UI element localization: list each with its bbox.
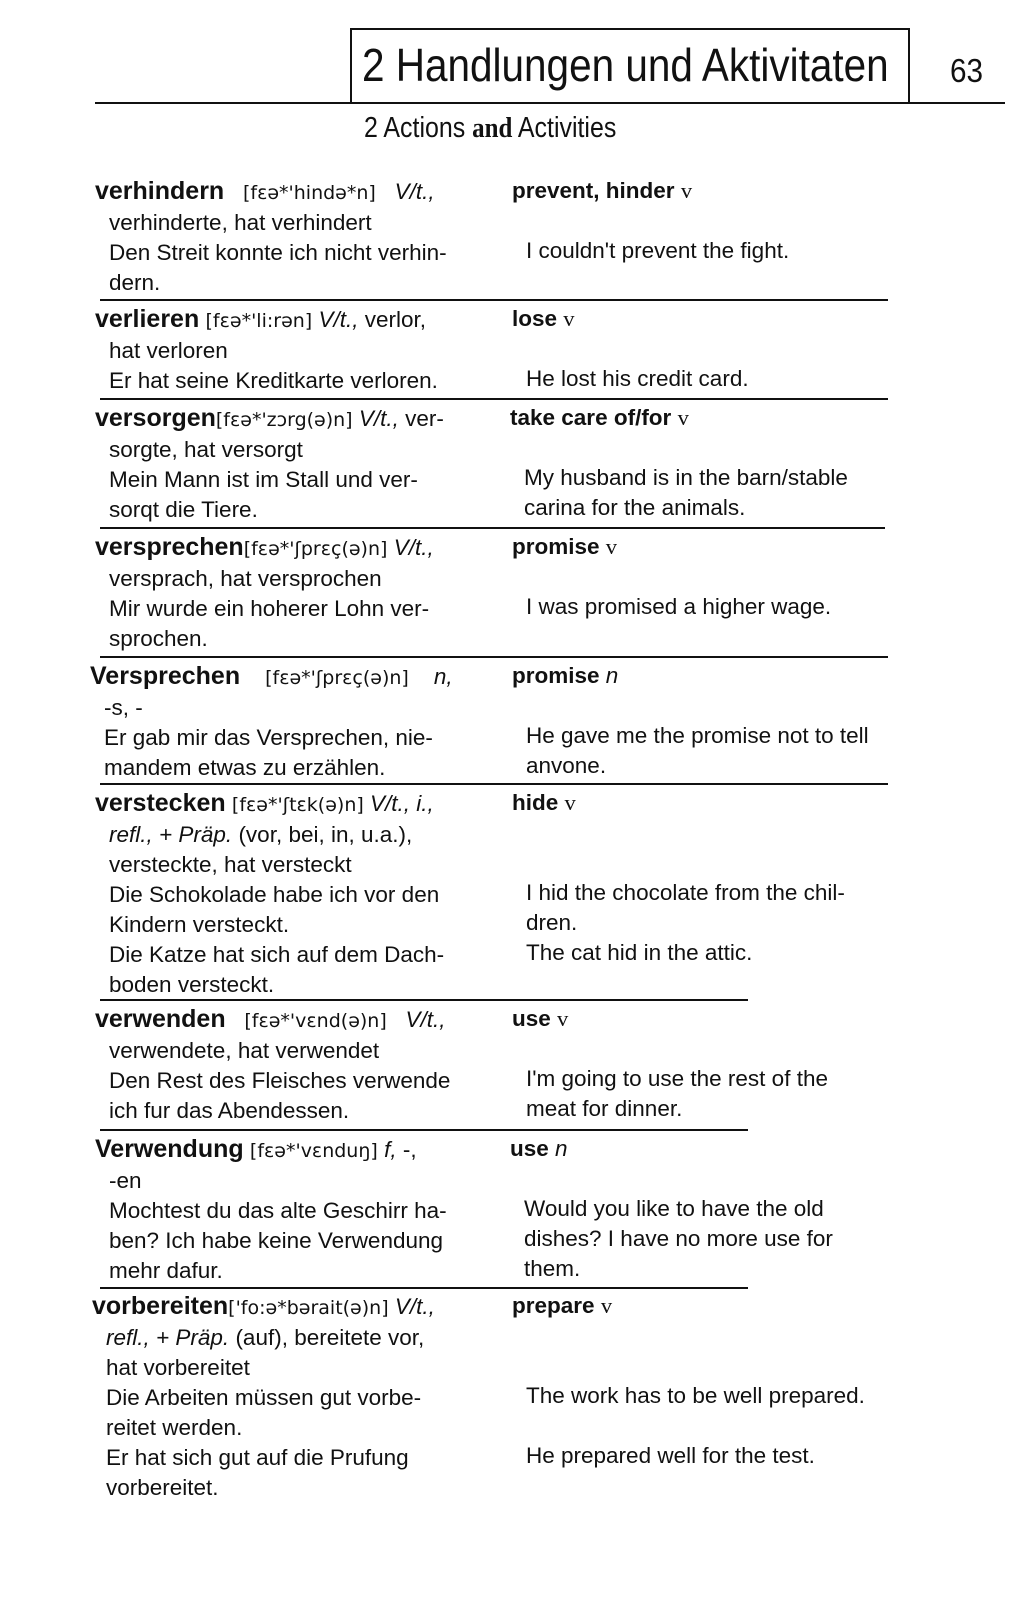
- de-line: sorgte, hat versorgt: [109, 437, 303, 462]
- entry-divider: [100, 299, 888, 301]
- entry-divider: [100, 398, 888, 400]
- pronunciation: [fɛə*'vɛnduŋ]: [249, 1140, 378, 1162]
- part-of-speech: v: [557, 1006, 569, 1031]
- headword: verwenden: [95, 1005, 226, 1033]
- de-line: reitet werden.: [106, 1415, 243, 1440]
- de-line: hat vorbereitet: [106, 1355, 250, 1380]
- en-line: meat for dinner.: [526, 1096, 683, 1121]
- de-line: Mein Mann ist im Stall und ver-: [109, 467, 418, 492]
- entry-german: [95, 176, 485, 298]
- pronunciation: ['fo:ə*bərait(ə)n]: [228, 1297, 389, 1319]
- entry-divider: [100, 999, 748, 1001]
- de-line: Die Arbeiten müssen gut vorbe-: [106, 1385, 422, 1410]
- de-line: vorbereitet.: [106, 1475, 219, 1500]
- entry-english: [510, 403, 900, 523]
- de-line: ben? Ich habe keine Verwendung: [109, 1228, 444, 1253]
- part-of-speech: v: [600, 1293, 613, 1318]
- de-line: Den Rest des Fleisches verwende: [109, 1068, 451, 1093]
- entry-german: Verwendung [fɛə*'vɛnduŋ] f, -, -en Mochtest du das alte Geschirr ha- ben? Ich habe keine Verwendung mehr dafur.: [95, 1134, 485, 1286]
- de-line: versteckte, hat versteckt: [109, 852, 352, 877]
- pronunciation: [fɛə*'hində*n]: [242, 182, 376, 204]
- pronunciation: [fɛə*'ʃprɛç(ə)n]: [243, 538, 388, 560]
- de-line: Die Schokolade habe ich vor den: [109, 882, 440, 907]
- de-line: -en: [109, 1168, 142, 1193]
- grammar-info: V/t.,: [318, 307, 359, 332]
- de-line: Den Streit konnte ich nicht verhin-: [109, 240, 447, 265]
- entry-german: verlieren [fɛə*'li:rən] V/t., verlor, hat verloren Er hat seine Kreditkarte verloren.: [95, 304, 485, 396]
- de-line: boden versteckt.: [109, 972, 275, 997]
- translation: use: [512, 1006, 551, 1031]
- part-of-speech: n: [605, 663, 619, 688]
- de-line: sorqt die Tiere.: [109, 497, 258, 522]
- entry-german: [95, 532, 485, 654]
- en-line: My husband is in the barn/stable: [524, 465, 848, 490]
- entry-divider: [100, 1287, 748, 1289]
- de-line: ich fur das Abendessen.: [109, 1098, 350, 1123]
- entry-english: [512, 788, 902, 968]
- en-line: He prepared well for the test.: [526, 1443, 815, 1468]
- translation: promise: [512, 663, 600, 688]
- grammar-info: f,: [384, 1137, 397, 1162]
- translation: take care of/for: [510, 405, 672, 430]
- pronunciation: [fɛə*'ʃtɛk(ə)n]: [231, 794, 364, 816]
- entry-english: [512, 1291, 902, 1471]
- part-of-speech: v: [564, 790, 576, 815]
- page-number: 63: [950, 52, 984, 89]
- en-line: dren.: [526, 910, 578, 935]
- en-line: I couldn't prevent the fight.: [526, 238, 790, 263]
- pronunciation: [fɛə*'zɔrg(ə)n]: [215, 409, 353, 431]
- header-rule: [95, 102, 1005, 104]
- de-line: verhinderte, hat verhindert: [109, 210, 372, 235]
- en-line: I hid the chocolate from the chil-: [526, 880, 845, 905]
- de-line: sprochen.: [109, 626, 208, 651]
- pronunciation: [fɛə*'vɛnd(ə)n]: [244, 1010, 387, 1032]
- en-line: anvone.: [526, 753, 607, 778]
- grammar-info: V/t.,: [393, 535, 434, 560]
- entry-german: verstecken [fɛə*'ʃtɛk(ə)n] V/t., i., refl., + Präp. (vor, bei, in, u.a.), versteckte, hat versteckt Die Schokolade habe ich vor den Kindern versteckt. Die Katze hat sich auf dem Dach- boden versteckt.: [95, 788, 485, 1000]
- en-line: He gave me the promise not to tell: [526, 723, 869, 748]
- de-line: dern.: [109, 270, 161, 295]
- entry-german: [90, 661, 480, 783]
- part-of-speech: v: [605, 534, 618, 559]
- headword: Versprechen: [90, 662, 241, 690]
- chapter-title: 2 Handlungen und Aktivitaten: [362, 39, 889, 91]
- part-of-speech: n: [555, 1136, 568, 1161]
- headword: Verwendung: [95, 1135, 244, 1163]
- de-line: Er hat seine Kreditkarte verloren.: [109, 368, 438, 393]
- part-of-speech: v: [563, 306, 575, 331]
- de-line: Er hat sich gut auf die Prufung: [106, 1445, 409, 1470]
- grammar-info: V/t., i.,: [370, 791, 434, 816]
- entry-german: vorbereiten['fo:ə*bərait(ə)n] V/t., refl., + Präp. (auf), bereitete vor, hat vorbereitet Die Arbeiten müssen gut vorbe- reitet werden. Er hat sich gut auf die Prufung vorbereitet.: [92, 1291, 482, 1503]
- en-line: I was promised a higher wage.: [526, 594, 832, 619]
- chapter-subtitle: 2 Actions and Activities: [364, 112, 617, 144]
- de-line: versprach, hat versprochen: [109, 566, 382, 591]
- en-line: The cat hid in the attic.: [526, 940, 753, 965]
- en-line: carina for the animals.: [524, 495, 746, 520]
- de-line: -s, -: [104, 695, 143, 720]
- entry-divider: [100, 656, 888, 658]
- pronunciation: [fɛə*'ʃprɛç(ə)n]: [265, 667, 409, 689]
- headword: verlieren: [95, 305, 200, 333]
- de-line: verwendete, hat verwendet: [109, 1038, 380, 1063]
- entry-english: [512, 304, 902, 394]
- entry-german: versorgen[fɛə*'zɔrg(ə)n] V/t., ver- sorgte, hat versorgt Mein Mann ist im Stall und ver- sorqt die Tiere.: [95, 403, 485, 525]
- headword: versorgen: [95, 404, 216, 432]
- entry-english: [510, 1134, 900, 1284]
- headword: verhindern: [95, 177, 225, 205]
- entry-german: [95, 1004, 485, 1126]
- translation: promise: [512, 534, 600, 559]
- de-line: hat verloren: [109, 338, 228, 363]
- en-line: The work has to be well prepared.: [526, 1383, 865, 1408]
- entry-divider: [100, 527, 885, 529]
- translation: lose: [512, 306, 558, 331]
- entry-english: [512, 532, 902, 622]
- part-of-speech: v: [677, 405, 689, 430]
- en-line: I'm going to use the rest of the: [526, 1066, 828, 1091]
- grammar-info: V/t.,: [405, 1007, 446, 1032]
- entry-divider: [100, 1129, 748, 1131]
- part-of-speech: v: [680, 178, 693, 203]
- en-line: them.: [524, 1256, 581, 1281]
- de-line: Mochtest du das alte Geschirr ha-: [109, 1198, 447, 1223]
- translation: prepare: [512, 1293, 595, 1318]
- translation: use: [510, 1136, 549, 1161]
- translation: hide: [512, 790, 559, 815]
- grammar-info: V/t.,: [394, 1294, 435, 1319]
- de-line: mehr dafur.: [109, 1258, 223, 1283]
- entry-divider: [100, 783, 888, 785]
- headword: versprechen: [95, 533, 244, 561]
- grammar-info: V/t.,: [358, 406, 399, 431]
- translation: prevent, hinder: [512, 178, 675, 203]
- en-line: He lost his credit card.: [526, 366, 749, 391]
- de-line: Mir wurde ein hoherer Lohn ver-: [109, 596, 430, 621]
- de-line: mandem etwas zu erzählen.: [104, 755, 386, 780]
- grammar-info: n,: [433, 664, 453, 689]
- grammar-info: V/t.,: [394, 179, 435, 204]
- entry-english: [512, 661, 902, 781]
- de-line: Kindern versteckt.: [109, 912, 290, 937]
- headword: vorbereiten: [92, 1292, 229, 1320]
- pronunciation: [fɛə*'li:rən]: [205, 310, 313, 332]
- de-line: Die Katze hat sich auf dem Dach-: [109, 942, 445, 967]
- en-line: dishes? I have no more use for: [524, 1226, 833, 1251]
- en-line: Would you like to have the old: [524, 1196, 824, 1221]
- headword: verstecken: [95, 789, 226, 817]
- de-line: Er gab mir das Versprechen, nie-: [104, 725, 433, 750]
- entry-english: [512, 176, 902, 266]
- entry-english: [512, 1004, 902, 1124]
